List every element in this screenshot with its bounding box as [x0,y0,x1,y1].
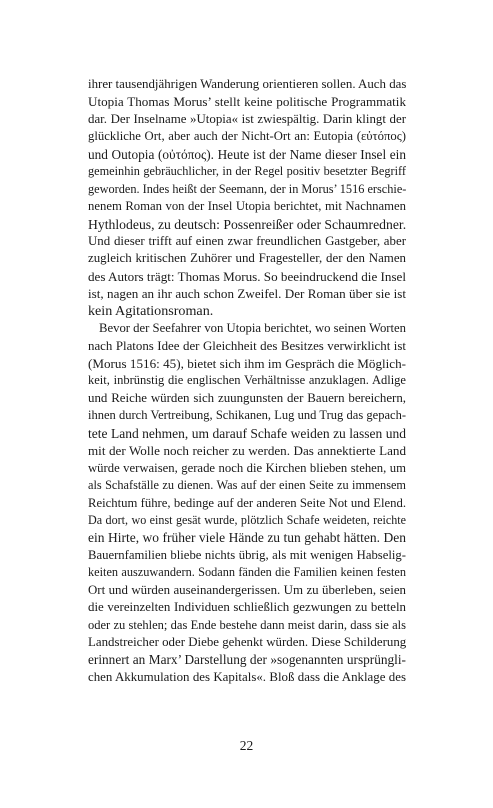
text-line: zugleich kritischen Zuhörer und Fragesteller, der den Namen [88,251,406,266]
text-line: ein Hirte, wo früher viele Hände zu tun gehabt hätten. Den [88,530,406,546]
paragraph [88,76,406,320]
text-line: mit der Wolle noch reicher zu werden. Das annektierte Land [88,443,406,459]
text-line: oder zu stehlen; das Ende bestehe dann meist darin, dass sie als [88,617,406,632]
text-line: glückliche Ort, aber auch der Nicht-Ort an: Eutopia (εὐτόπος) [88,129,406,144]
text-line: ihrer tausendjährigen Wanderung orientieren sollen. Auch das [88,77,407,91]
text-line: würde verwaisen, gerade noch die Kirchen blieben stehen, um [88,460,406,475]
text-line: kein Agitationsroman. [88,302,214,319]
text-line: ist, nagen an ihr auch schon Zweifel. Der Roman über sie ist [88,286,406,302]
text-line: Utopia Thomas Morus’ stellt keine politische Programmatik [88,94,406,110]
text-line: Da dort, wo einst gesät wurde, plötzlich Schafe weideten, reichte [88,512,406,527]
paragraph [88,320,406,686]
text-line: dar. Der Inselname »Utopia« ist zwiespältig. Darin klingt der [88,111,406,126]
text-line: und Outopia (οὐτόπος). Heute ist der Name dieser Insel ein [88,146,406,162]
body-text [88,76,406,686]
text-line: Bevor der Seefahrer von Utopia berichtet, wo seinen Worten [99,321,407,336]
text-line: tete Land nehmen, um darauf Schafe weiden zu lassen und [88,425,406,441]
text-line: keiten auszuwandern. Sodann fänden die Familien keinen festen [88,565,406,580]
text-line: Reichtum führe, bedinge auf der anderen Seite Not und Elend. [88,495,406,510]
text-line: die vereinzelten Individuen schließlich gezwungen zu betteln [88,600,406,615]
text-line: Und dieser trifft auf einen zwar freundlichen Gastgeber, aber [88,233,406,248]
text-line: des Autors trägt: Thomas Morus. So beeindruckend die Insel [88,268,406,284]
page-number: 22 [239,738,254,753]
text-line: nach Platons Idee der Gleichheit des Besitzes verwirklicht ist [88,338,406,353]
text-line: Hythlodeus, zu deutsch: Possenreißer oder Schaumredner. [88,216,407,232]
text-line: Landstreicher oder Diebe gehenkt würden. Diese Schilderung [88,635,407,649]
text-line: (Morus 1516: 45), bietet sich ihm im Gespräch die Möglich- [88,356,406,371]
text-line: gemeinhin gebräuchlicher, in der Regel positiv besetzter Begriff [88,164,406,179]
text-line: und Reiche würden sich zuungunsten der Bauern bereichern, [88,390,406,405]
text-line: chen Akkumulation des Kapitals«. Bloß dass die Anklage des [88,669,406,684]
text-line: Ort und würden auseinandergerissen. Um zu überleben, seien [88,582,406,597]
text-line: geworden. Indes heißt der Seemann, der in Morus’ 1516 erschie- [88,181,407,196]
text-line: ihnen durch Vertreibung, Schikanen, Lug und Trug das gepach- [88,408,406,423]
text-line: Bauernfamilien bliebe nichts übrig, als mit wenigen Habselig- [88,547,406,562]
text-line: nenem Roman von der Insel Utopia berichtet, mit Nachnamen [88,199,406,214]
text-line: keit, inbrünstig die englischen Verhältnisse anzuklagen. Adlige [88,373,406,388]
text-line: als Schafställe zu dienen. Was auf der einen Seite zu immensem [88,478,406,493]
text-line: erinnert an Marx’ Darstellung der »sogenannten ursprüngli- [88,652,406,668]
